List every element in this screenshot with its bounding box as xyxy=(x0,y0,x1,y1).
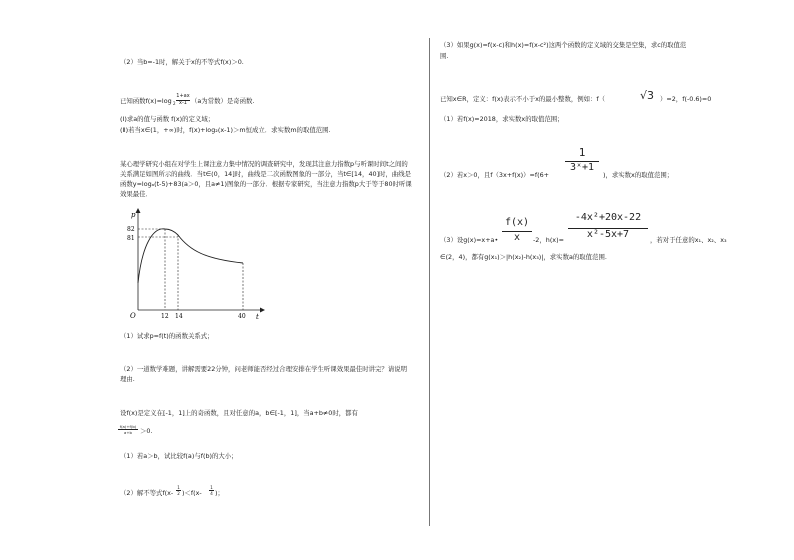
right-q5-h-num: -4x²+20x-22 xyxy=(574,212,642,223)
tick-81: 81 xyxy=(127,235,135,242)
tick-14: 14 xyxy=(175,313,183,320)
right-q4-frac-den: 3ˣ+1 xyxy=(565,161,599,174)
left-p9-num: f(a)+f(b) xyxy=(119,424,137,429)
attention-graph xyxy=(110,205,265,323)
left-p10: （1）若a＞b，试比较f(a)与f(b)的大小； xyxy=(120,452,238,460)
left-p8: 设f(x)是定义在[-1，1]上的奇函数，且对任意的a，b∈[-1，1]，当a+b≠0时，都有 xyxy=(120,409,358,417)
right-q3: （1）若f(x)=2018，求实数x的取值范围； xyxy=(440,115,564,123)
right-q5-b: -2，h(x)= xyxy=(533,236,564,244)
column-divider xyxy=(429,38,430,526)
tick-40: 40 xyxy=(238,313,246,320)
right-q4-b: )，求实数x的取值范围； xyxy=(603,171,674,179)
left-p7: （2）一道数学难题，讲解需要22分钟，问老师能否经过合理安排在学生听课效果最佳时讲完？请说明理由. xyxy=(120,365,407,383)
left-p11-d1: 2 xyxy=(177,491,180,496)
left-p6: （1）试求p=f(t)的函数关系式； xyxy=(120,332,214,340)
left-p2-suffix: （a为常数）是奇函数. xyxy=(191,97,255,105)
right-q4-a: （2）若x＞0，且f（3x+f(x)）=f(6+ xyxy=(440,171,550,179)
right-q5-f-den: x xyxy=(502,231,532,244)
t-axis-arrow xyxy=(260,308,265,313)
left-p2-frac-num: 1+ax xyxy=(176,93,190,99)
right-q1b: 围. xyxy=(440,52,449,60)
right-q1: （3）如果g(x)=f(x-c)和h(x)=f(x-c²)这两个函数的定义域的交集是空集，求c的取值范 xyxy=(440,41,687,49)
left-p11-n1: 1 xyxy=(177,485,180,490)
right-q2-a: 已知x∈R，定义：f(x)表示不小于x的最小整数，例如：f（ xyxy=(440,95,606,103)
left-p11-b: )＜f(x- xyxy=(182,489,202,497)
right-q2-b: ）=2，f(-0.6)=0 xyxy=(660,95,712,103)
left-p2-frac-den: x-1 xyxy=(176,100,190,106)
origin-label: O xyxy=(130,312,136,320)
left-p3: (Ⅰ)求a的值与函数 f(x)的定义域； xyxy=(120,115,215,123)
left-p11-a: （2）解不等式f(x- xyxy=(120,489,174,497)
left-p9-den: a+b xyxy=(118,429,138,435)
t-axis-label: t xyxy=(256,313,259,321)
right-q2-sqrt: √3 xyxy=(640,89,655,102)
left-p5: 某心理学研究小组在对学生上课注意力集中情况的调查研究中，发现其注意力指数p与听课时间t之间的关系满足如图所示的曲线．当t∈(0，14]时，曲线是二次函数图象的一部分，当t∈[14，40]时，曲线是函数y=logₐ(t-5)+83(a＞0，且a≠1)图象的一部分．根据专家研究，当注意力指数p大于等于80时听课效果最佳． xyxy=(120,160,412,198)
left-p11-c: )； xyxy=(215,489,224,497)
left-p9-tail: ＞0. xyxy=(140,427,153,435)
right-q5-c: ，若对于任意的x₁、x₂、x₃ xyxy=(650,236,727,244)
right-q4-frac-num: 1 xyxy=(578,146,586,159)
left-p4: (Ⅱ)若当x∈(1，+∞)时，f(x)+log₂(x-1)＞m恒成立．求实数m的取值范围. xyxy=(120,126,331,134)
left-p1: （2）当b=-1时，解关于x的不等式f(x)＞0. xyxy=(120,58,244,66)
right-q5-h-den: x²-5x+7 xyxy=(568,228,648,241)
p-axis-arrow xyxy=(136,208,141,213)
left-p11-d2: 4 xyxy=(210,491,213,496)
tick-12: 12 xyxy=(161,313,169,320)
p-axis-label: p xyxy=(131,211,136,219)
left-p11-n2: 1 xyxy=(210,485,213,490)
right-q5-a: （3）设g(x)=x+a• xyxy=(440,236,499,244)
tick-82: 82 xyxy=(127,226,135,233)
left-p2-sub: 2 xyxy=(173,101,176,106)
right-q6: ∈(2，4)，都有g(x₁)＞|h(x₂)-h(x₃)|，求实数a的取值范围. xyxy=(440,253,607,261)
right-q5-f-num: f(x) xyxy=(504,217,530,228)
left-p2-prefix: 已知函数f(x)=log xyxy=(120,97,172,105)
